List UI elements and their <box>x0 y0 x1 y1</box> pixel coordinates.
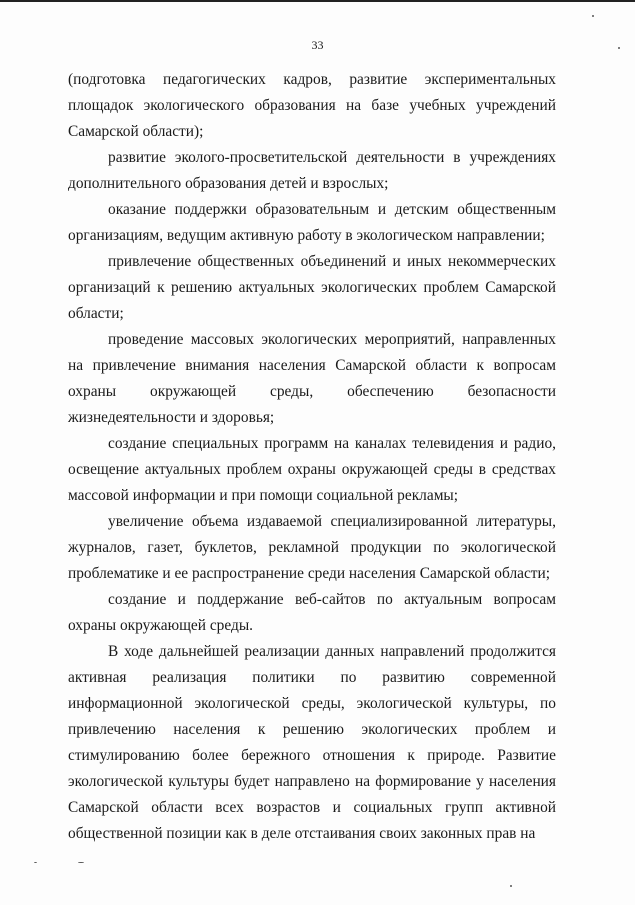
body-text <box>68 67 556 847</box>
paragraph-item-media-programs: создание специальных программ на каналах телевидения и радио, освещение актуальных проблем охраны окружающей среды в средствах массовой информации и при помощи социальной рекламы; <box>68 435 556 504</box>
scan-speck <box>34 862 37 863</box>
paragraph-item-websites: создание и поддержание веб-сайтов по актуальным вопросам охраны окружающей среды. <box>68 591 556 634</box>
paragraph-item-ecological-education: развитие эколого-просветительской деятельности в учреждениях дополнительного образования детей и взрослых; <box>68 149 556 192</box>
scan-speck <box>618 47 620 49</box>
paragraph-item-public-associations: привлечение общественных объединений и иных некоммерческих организаций к решению актуальных экологических проблем Самарской области; <box>68 253 556 322</box>
paragraph-main-conclusion: В ходе дальнейшей реализации данных направлений продолжится активная реализация политики по развитию современной информационной экологической среды, экологической культуры, по привлечению населения к решению экологических проблем и стимулированию более бережного отношения к природе. Развитие экологической культуры будет направлено на формирование у населения Самарской области всех возрастов и социальных групп активной общественной позиции как в деле отстаивания своих законных прав на <box>68 643 556 842</box>
paragraph-continuation: (подготовка педагогических кадров, развитие экспериментальных площадок экологического образования на базе учебных учреждений Самарской области); <box>68 71 556 140</box>
paragraph-item-support-organizations: оказание поддержки образовательным и детским общественным организациям, ведущим активную работу в экологическом направлении; <box>68 201 556 244</box>
scan-speck <box>510 885 512 887</box>
scan-speck <box>592 15 594 17</box>
scan-speck <box>78 862 84 863</box>
top-edge-rule <box>0 0 635 2</box>
page-number: 33 <box>311 38 324 52</box>
paragraph-item-literature: увеличение объема издаваемой специализированной литературы, журналов, газет, буклетов, рекламной продукции по экологической проблематике и ее распространение среди населения Самарской области; <box>68 513 556 582</box>
paragraph-item-mass-events: проведение массовых экологических мероприятий, направленных на привлечение внимания населения Самарской области к вопросам охраны окружающей среды, обеспечению безопасности жизнедеятельности и здоровья; <box>68 331 556 426</box>
